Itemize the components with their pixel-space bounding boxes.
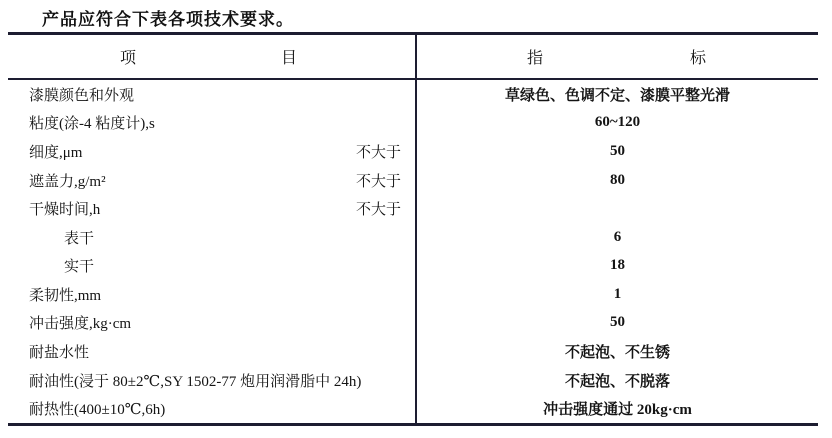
row-value: 50	[610, 314, 625, 331]
row-label-cell	[8, 166, 417, 195]
row-label: 干燥时间,h	[29, 202, 101, 219]
row-value: 60~120	[594, 114, 641, 131]
row-label-cell	[8, 394, 417, 423]
row-label: 冲击强度,kg·cm	[29, 316, 132, 333]
row-label-cell	[8, 309, 417, 338]
table-header-row	[8, 35, 818, 80]
header-spec-right-char: 标	[689, 50, 706, 67]
row-label-cell	[8, 337, 417, 366]
row-label-cell	[8, 137, 417, 166]
row-label: 实干	[64, 259, 95, 276]
row-qualifier: 不大于	[355, 144, 401, 161]
row-value: 草绿色、色调不定、漆膜平整光滑	[504, 87, 730, 104]
header-cell-spec	[417, 35, 818, 78]
row-label: 漆膜颜色和外观	[29, 87, 135, 104]
table-row	[8, 280, 818, 309]
header-spec-left-char: 指	[527, 50, 544, 67]
table-row	[8, 137, 818, 166]
row-value: 80	[610, 171, 625, 188]
table-row	[8, 194, 818, 223]
table-row	[8, 109, 818, 138]
row-label: 细度,μm	[29, 144, 83, 161]
row-label-cell	[8, 109, 417, 138]
table-row	[8, 223, 818, 252]
row-value: 50	[610, 142, 625, 159]
table-row	[8, 80, 818, 109]
row-qualifier: 不大于	[355, 202, 401, 219]
row-label-cell	[8, 366, 417, 395]
row-label: 耐热性(400±10℃,6h)	[29, 402, 166, 419]
row-value: 冲击强度通过 20kg·cm	[543, 402, 692, 419]
table-row	[8, 309, 818, 338]
table-row	[8, 394, 818, 423]
row-value: 6	[613, 228, 622, 245]
table-row	[8, 366, 818, 395]
row-label: 遮盖力,g/m²	[29, 173, 106, 190]
row-value: 不起泡、不生锈	[564, 344, 670, 361]
table-row	[8, 251, 818, 280]
table-row	[8, 166, 818, 195]
row-value: 不起泡、不脱落	[564, 373, 670, 390]
row-value	[417, 194, 818, 223]
page-title: 产品应符合下表各项技术要求。	[42, 10, 294, 29]
row-label: 柔韧性,mm	[29, 287, 102, 304]
row-label-cell	[8, 223, 417, 252]
row-label: 耐盐水性	[29, 344, 90, 361]
header-item-left-char: 项	[120, 50, 137, 67]
row-label-cell	[8, 194, 417, 223]
row-label: 表干	[64, 230, 95, 247]
row-value: 1	[613, 285, 622, 302]
row-label: 耐油性(浸于 80±2℃,SY 1502-77 炮用润滑脂中 24h)	[29, 373, 362, 390]
row-label-cell	[8, 251, 417, 280]
row-value: 18	[610, 257, 625, 274]
spec-table	[8, 32, 818, 426]
row-label: 粘度(涂-4 粘度计),s	[29, 116, 155, 133]
table-body	[8, 80, 818, 423]
row-label-cell	[8, 280, 417, 309]
row-qualifier: 不大于	[355, 173, 401, 190]
header-item-right-char: 目	[280, 50, 297, 67]
row-label-cell	[8, 80, 417, 109]
header-cell-item	[8, 35, 417, 78]
table-row	[8, 337, 818, 366]
